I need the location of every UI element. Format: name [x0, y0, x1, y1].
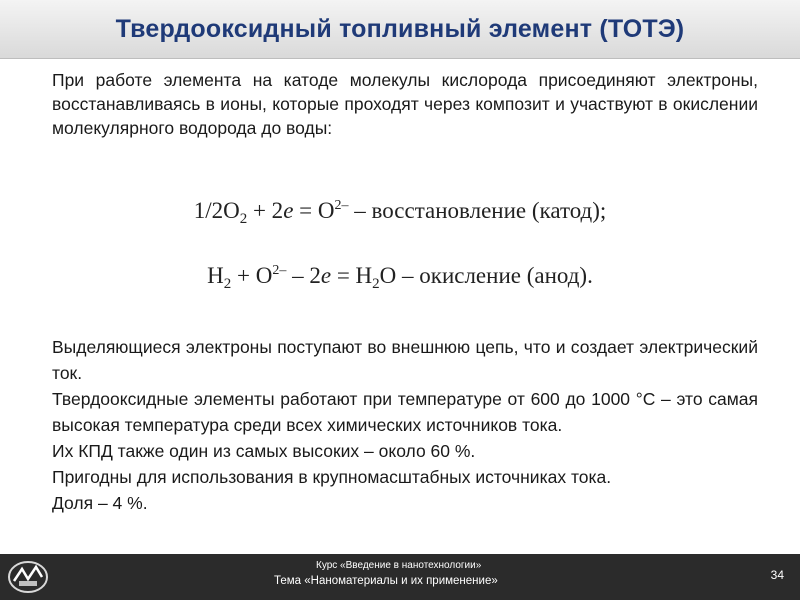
paragraph-electrons: Выделяющиеся электроны поступают во внешнюю цепь, что и создает электрический ток.	[52, 337, 758, 383]
page-number: 34	[770, 568, 784, 582]
intro-paragraph: При работе элемента на катоде молекулы кислорода присоединяют электроны, восстанавливаясь в ионы, которые проходят через композит и участвуют в окислении молекулярного водорода до воды:	[52, 70, 758, 138]
paragraph-share: Доля – 4 %.	[52, 493, 148, 513]
formula-anode: $H_2 + O^{2-} - 2e = H_2O$ – окисление (анод).	[207, 263, 593, 292]
body-text	[52, 334, 758, 516]
slide-title: Твердооксидный топливный элемент (ТОТЭ)	[115, 14, 685, 43]
paragraph-efficiency: Их КПД также один из самых высоких – около 60 %.	[52, 441, 476, 461]
course-logo-icon	[6, 559, 50, 595]
formula-cathode: $1/2O_2 + 2e = O^{2-}$ – восстановление (катод);	[193, 198, 607, 227]
paragraph-usage: Пригодны для использования в крупномасштабных источниках тока.	[52, 467, 612, 487]
footer-course: Курс «Введение в нанотехнологии»	[316, 560, 482, 571]
paragraph-temperature: Твердооксидные элементы работают при температуре от 600 до 1000 °С – это самая высокая температура среди всех химических источников тока.	[52, 389, 758, 435]
footer-topic: Тема «Наноматериалы и их применение»	[274, 575, 498, 587]
slide-header	[0, 0, 800, 59]
slide-footer	[0, 554, 800, 600]
